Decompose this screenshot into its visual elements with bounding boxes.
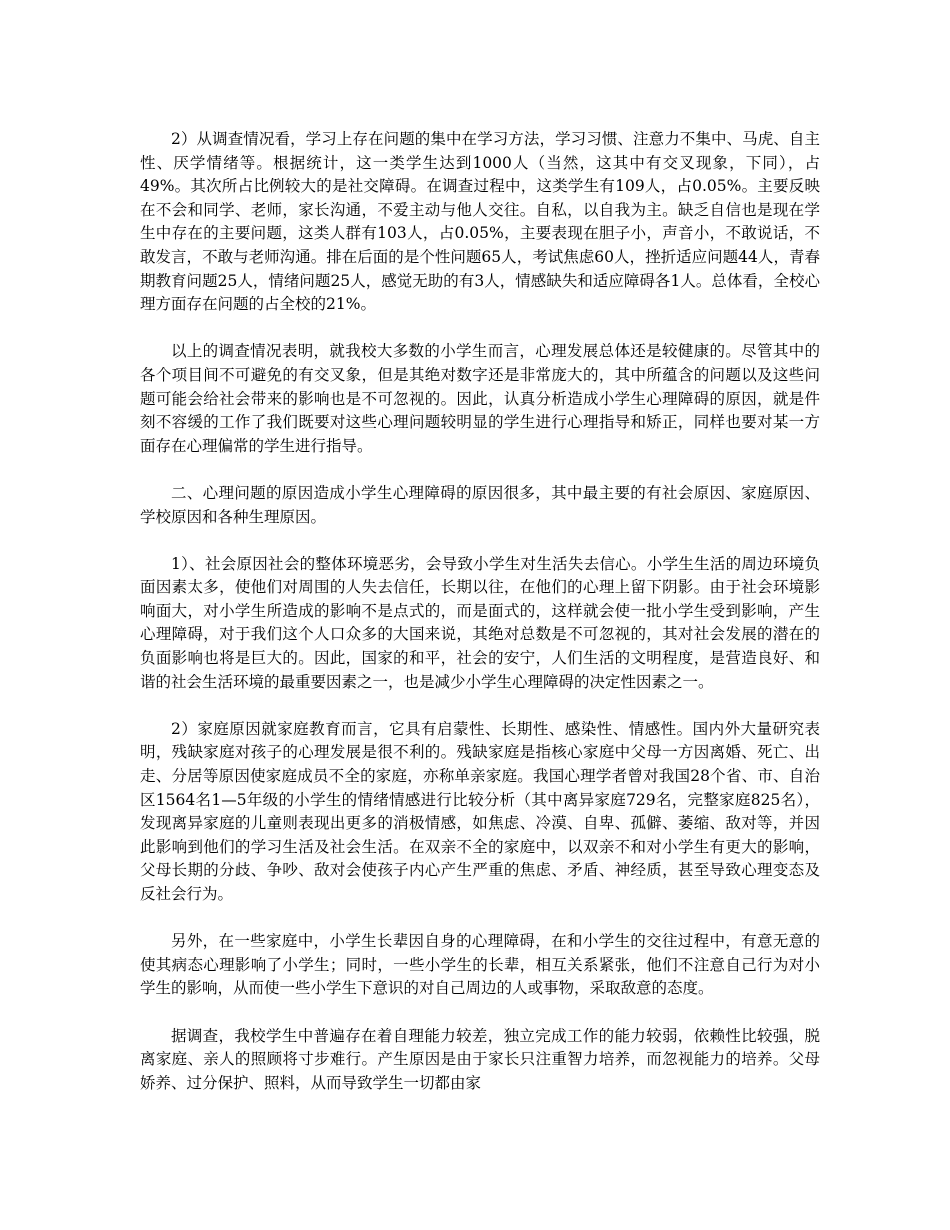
document-page [140,128,820,1119]
paragraph-survey-findings: 2）从调查情况看，学习上存在问题的集中在学习方法，学习习惯、注意力不集中、马虎、自主性、厌学情绪等。根据统计，这一类学生达到1000人（当然，这其中有交叉现象，下同），占49%。其次所占比例较大的是社交障碍。在调查过程中，这类学生有109人，占0.05%。主要反映在不会和同学、老师，家长沟通，不爱主动与他人交往。自私，以自我为主。缺乏自信也是现在学生中存在的主要问题，这类人群有103人，占0.05%，主要表现在胆子小，声音小，不敢说话，不敢发言，不敢与老师沟通。排在后面的是个性问题65人，考试焦虑60人，挫折适应问题44人，青春期教育问题25人，情绪问题25人，感觉无助的有3人，情感缺失和适应障碍各1人。总体看，全校心理方面存在问题的占全校的21%。 [140,130,820,314]
paragraph-family-elders: 另外，在一些家庭中，小学生长辈因自身的心理障碍，在和小学生的交往过程中，有意无意的使其病态心理影响了小学生；同时，一些小学生的长辈，相互关系紧张，他们不注意自己行为对小学生的影响，从而使一些小学生下意识的对自己周边的人或事物，采取敌意的态度。 [140,932,820,998]
paragraph-family-causes: 2）家庭原因就家庭教育而言，它具有启蒙性、长期性、感染性、情感性。国内外大量研究表明，残缺家庭对孩子的心理发展是很不利的。残缺家庭是指核心家庭中父母一方因离婚、死亡、出走、分居等原因使家庭成员不全的家庭，亦称单亲家庭。我国心理学者曾对我国28个省、市、自治区1564名1—5年级的小学生的情绪情感进行比较分析（其中离异家庭729名，完整家庭825名），发现离异家庭的儿童则表现出更多的消极情感，如焦虑、冷漠、自卑、孤僻、萎缩、敌对等，并因此影响到他们的学习生活及社会生活。在双亲不全的家庭中，以双亲不和对小学生有更大的影响，父母长期的分歧、争吵、敌对会使孩子内心产生严重的焦虑、矛盾、神经质，甚至导致心理变态及反社会行为。 [140,719,820,903]
paragraph-social-causes: 1）、社会原因社会的整体环境恶劣，会导致小学生对生活失去信心。小学生生活的周边环境负面因素太多，使他们对周围的人失去信任，长期以往，在他们的心理上留下阴影。由于社会环境影响面大，对小学生所造成的影响不是点式的，而是面式的，这样就会使一批小学生受到影响，产生心理障碍，对于我们这个人口众多的大国来说，其绝对总数是不可忽视的，其对社会发展的潜在的负面影响也将是巨大的。因此，国家的和平，社会的安宁，人们生活的文明程度，是营造良好、和谐的社会生活环境的最重要因素之一，也是减少小学生心理障碍的决定性因素之一。 [140,554,820,691]
paragraph-section-two-causes: 二、心理问题的原因造成小学生心理障碍的原因很多，其中最主要的有社会原因、家庭原因、学校原因和各种生理原因。 [140,483,820,526]
paragraph-self-care: 据调查，我校学生中普遍存在着自理能力较差，独立完成工作的能力较弱，依赖性比较强，脱离家庭、亲人的照顾将寸步难行。产生原因是由于家长只注重智力培养，而忽视能力的培养。父母娇养、过分保护、照料，从而导致学生一切都由家 [140,1026,820,1092]
paragraph-survey-conclusion: 以上的调查情况表明，就我校大多数的小学生而言，心理发展总体还是较健康的。尽管其中的各个项目间不可避免的有交叉象，但是其绝对数字还是非常庞大的，其中所蕴含的问题以及这些问题可能会给社会带来的影响也是不可忽视的。因此，认真分析造成小学生心理障碍的原因，就是件刻不容缓的工作了我们既要对这些心理问题较明显的学生进行心理指导和矫正，同样也要对某一方面存在心理偏常的学生进行指导。 [140,342,820,455]
